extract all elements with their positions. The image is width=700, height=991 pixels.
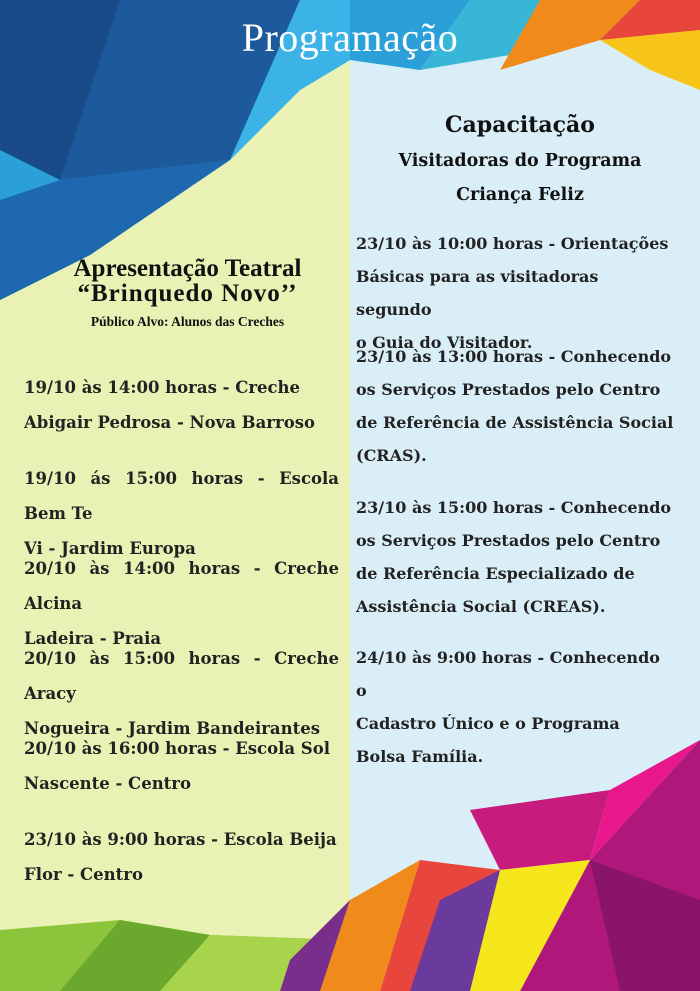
theater-entry-line2: Abigair Pedrosa - Nova Barroso xyxy=(24,413,315,432)
training-entry-line: 23/10 às 13:00 horas - Conhecendo xyxy=(356,347,672,366)
training-entry-line: 24/10 às 9:00 horas - Conhecendo o xyxy=(356,648,660,700)
theater-entry xyxy=(24,822,339,892)
theater-entry-line1: 19/10 às 14:00 horas - Creche xyxy=(24,378,301,397)
training-title: Capacitação xyxy=(445,112,595,138)
training-subtitle-line1: Visitadoras do Programa xyxy=(398,151,642,171)
training-subtitle-line2: Criança Feliz xyxy=(456,185,584,205)
theater-entry-line1: 23/10 às 9:00 horas - Escola Beija xyxy=(24,830,337,849)
theater-entry xyxy=(24,731,339,801)
training-entry xyxy=(356,340,674,472)
audience-label: Público Alvo: Alunos das Creches xyxy=(90,314,285,329)
training-entry xyxy=(356,641,674,773)
training-entry-line: os Serviços Prestados pelo Centro xyxy=(356,380,661,399)
theater-entry-line1: 19/10 ás 15:00 horas - Escola Bem Te xyxy=(24,469,339,523)
training-entry-line: o Guia do Visitador. xyxy=(356,333,533,352)
training-heading xyxy=(355,110,685,208)
theater-entry-line2: Flor - Centro xyxy=(24,865,143,884)
theater-entry xyxy=(24,370,339,440)
theater-heading-line2: “Brinquedo Novo’’ xyxy=(77,280,298,307)
theater-entry-line1: 20/10 às 14:00 horas - Creche Alcina xyxy=(24,559,339,613)
theater-heading xyxy=(40,256,335,330)
training-entry-line: de Referência Especializado de xyxy=(356,564,635,583)
training-entry-line: Assistência Social (CREAS). xyxy=(356,597,606,616)
theater-heading-line1: Apresentação Teatral xyxy=(73,255,302,282)
training-entry xyxy=(356,491,674,623)
training-entry-line: 23/10 às 15:00 horas - Conhecendo xyxy=(356,498,672,517)
theater-entry-line2: Ladeira - Praia xyxy=(24,629,162,648)
theater-entry-line1: 20/10 às 15:00 horas - Creche Aracy xyxy=(24,649,339,703)
theater-entry-line2: Nascente - Centro xyxy=(24,774,192,793)
training-entry-line: 23/10 às 10:00 horas - Orientações xyxy=(356,234,669,253)
page-title: Programação xyxy=(241,15,459,60)
theater-entry-line1: 20/10 às 16:00 horas - Escola Sol xyxy=(24,739,330,758)
training-entry-line: Básicas para as visitadoras segundo xyxy=(356,267,599,319)
training-entry-line: (CRAS). xyxy=(356,446,427,465)
training-entry-line: de Referência de Assistência Social xyxy=(356,413,674,432)
theater-entry-line2: Vi - Jardim Europa xyxy=(24,539,196,558)
theater-entry-line2: Nogueira - Jardim Bandeirantes xyxy=(24,719,321,738)
training-entry-line: os Serviços Prestados pelo Centro xyxy=(356,531,661,550)
training-entry-line: Cadastro Único e o Programa xyxy=(356,714,620,733)
training-entry-line: Bolsa Família. xyxy=(356,747,484,766)
